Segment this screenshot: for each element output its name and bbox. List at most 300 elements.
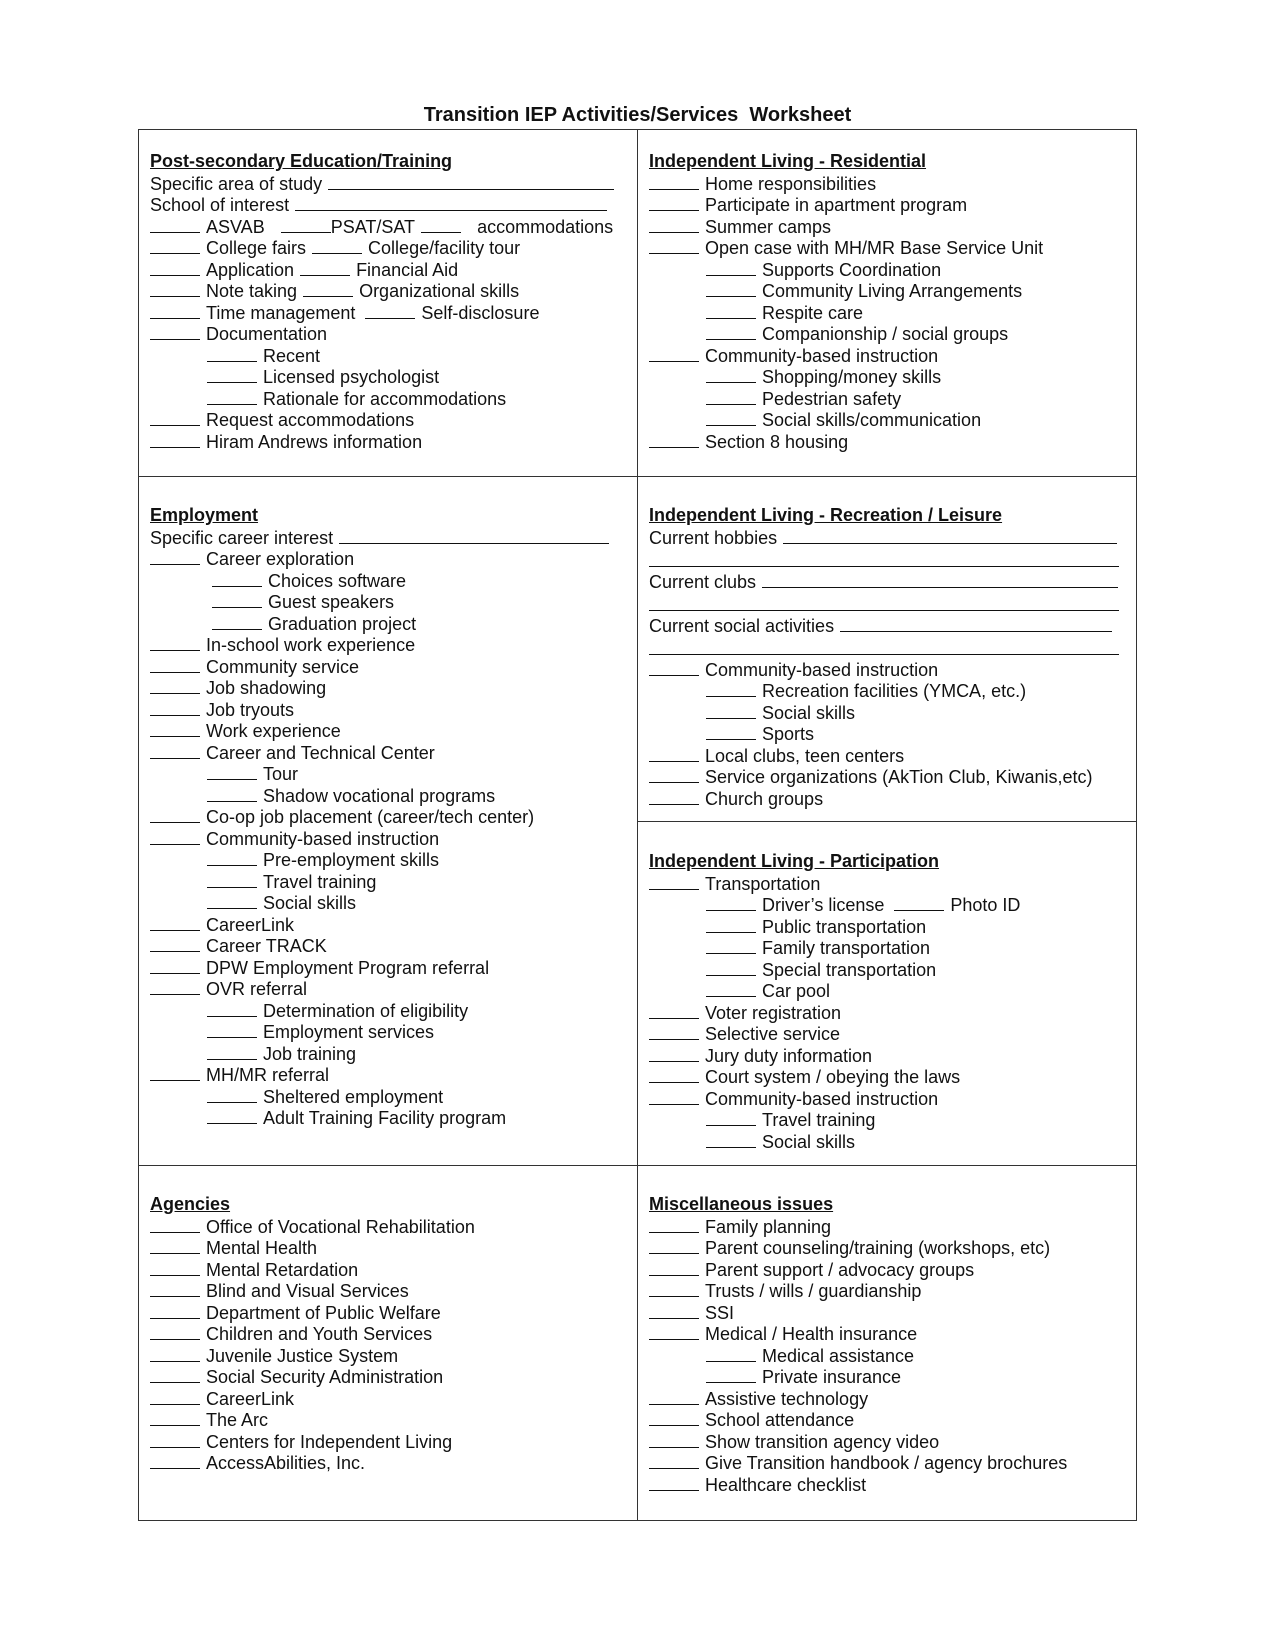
check-blank[interactable] xyxy=(649,431,699,448)
item-label: Medical assistance xyxy=(762,1345,915,1366)
item-label: Work experience xyxy=(206,721,341,741)
item-label: Show transition agency video xyxy=(705,1431,940,1452)
check-blank[interactable] xyxy=(649,1323,699,1340)
check-blank[interactable] xyxy=(649,237,699,254)
item-label: MH/MR referral xyxy=(206,1065,330,1085)
check-blank[interactable] xyxy=(207,1107,257,1124)
check-blank[interactable] xyxy=(649,1088,699,1105)
check-blank[interactable] xyxy=(212,570,262,587)
check-blank[interactable] xyxy=(649,1002,699,1019)
item-label: School attendance xyxy=(705,1410,855,1430)
check-blank[interactable] xyxy=(706,959,756,976)
row-divider-right xyxy=(637,821,1137,822)
item-label: Healthcare checklist xyxy=(705,1474,867,1495)
checklist-subitem xyxy=(649,259,1127,281)
row-divider-2 xyxy=(138,1165,1137,1166)
item-label: Shopping/money skills xyxy=(762,367,942,387)
item-label: CareerLink xyxy=(206,1388,295,1409)
school-interest-field[interactable]: School of interest xyxy=(150,194,628,216)
check-blank[interactable] xyxy=(207,871,257,888)
checklist-subitem xyxy=(649,366,1127,388)
check-blank[interactable] xyxy=(365,302,415,319)
item-label: Social skills/communication xyxy=(762,410,982,430)
check-blank[interactable] xyxy=(421,216,461,233)
check-blank[interactable] xyxy=(150,1345,200,1362)
checklist-item xyxy=(649,1088,1127,1110)
item-label: Guest speakers xyxy=(268,592,395,612)
check-blank[interactable] xyxy=(150,216,200,233)
section-employment xyxy=(150,505,628,1129)
check-blank[interactable] xyxy=(300,259,350,276)
item-label: Section 8 housing xyxy=(705,431,849,452)
checklist-item xyxy=(150,935,628,957)
hobbies-field[interactable]: Current hobbies xyxy=(649,527,1127,549)
item-label: Employment services xyxy=(263,1022,435,1042)
check-blank[interactable] xyxy=(207,785,257,802)
section-heading: Agencies xyxy=(150,1194,231,1214)
item-label: Voter registration xyxy=(705,1002,842,1023)
checklist-item xyxy=(150,699,628,721)
check-blank[interactable] xyxy=(212,613,262,630)
checklist-item xyxy=(649,1302,1127,1324)
checklist-item: Hiram Andrews information xyxy=(150,431,628,453)
check-blank[interactable] xyxy=(207,345,257,362)
checklist-subitem xyxy=(150,1021,628,1043)
check-blank[interactable] xyxy=(150,677,200,694)
check-blank[interactable] xyxy=(150,1431,200,1448)
item-label: Family planning xyxy=(705,1216,832,1237)
item-label: Job tryouts xyxy=(206,699,295,720)
checklist-subitem xyxy=(649,937,1127,959)
checklist-item xyxy=(150,1237,628,1259)
checklist-item xyxy=(649,659,1127,681)
check-blank[interactable] xyxy=(150,978,200,995)
check-blank[interactable] xyxy=(150,1388,200,1405)
section-heading: Miscellaneous issues xyxy=(649,1194,834,1214)
item-label: Church groups xyxy=(705,788,824,809)
item-label: Social Security Administration xyxy=(206,1367,444,1387)
checklist-item xyxy=(649,345,1127,367)
check-blank[interactable] xyxy=(706,259,756,276)
item-label: Participate in apartment program xyxy=(705,195,968,215)
item-label: Community-based instruction xyxy=(705,345,939,366)
checklist-item xyxy=(150,742,628,764)
checklist-subitem xyxy=(150,849,628,871)
check-blank[interactable] xyxy=(150,280,200,297)
checklist-item xyxy=(150,1302,628,1324)
item-label: Community-based instruction xyxy=(206,828,440,849)
item-label: Medical / Health insurance xyxy=(705,1324,918,1344)
checklist-item: College fairs College/facility tour xyxy=(150,237,628,259)
clubs-field[interactable]: Current clubs xyxy=(649,571,1127,593)
check-blank[interactable] xyxy=(649,766,699,783)
checklist-item xyxy=(150,1452,628,1474)
item-label: Car pool xyxy=(762,981,831,1001)
checklist-subitem xyxy=(150,1086,628,1108)
fill-line[interactable] xyxy=(339,527,609,544)
item-label: Shadow vocational programs xyxy=(263,785,496,806)
checklist xyxy=(649,1216,1127,1496)
check-blank[interactable] xyxy=(649,873,699,890)
check-blank[interactable] xyxy=(649,1237,699,1254)
check-blank[interactable] xyxy=(150,914,200,931)
item-label: Trusts / wills / guardianship xyxy=(705,1281,922,1301)
checklist-item xyxy=(649,1323,1127,1345)
checklist-item: Request accommodations xyxy=(150,409,628,431)
checklist-subitem xyxy=(649,916,1127,938)
check-blank[interactable] xyxy=(649,1474,699,1491)
section-residential xyxy=(649,151,1127,452)
check-blank[interactable] xyxy=(150,1323,200,1340)
check-blank[interactable] xyxy=(150,259,200,276)
checklist-subitem xyxy=(649,702,1127,724)
item-label: Supports Coordination xyxy=(762,259,942,280)
checklist-subitem xyxy=(150,892,628,914)
section-participation xyxy=(649,851,1127,1152)
check-blank[interactable] xyxy=(649,1066,699,1083)
checklist-item: ASVAB PSAT/SAT accommodations xyxy=(150,216,628,238)
check-blank[interactable] xyxy=(649,745,699,762)
check-blank[interactable] xyxy=(706,1109,756,1126)
checklist-item: Transportation xyxy=(649,873,1127,895)
item-label: Tour xyxy=(263,764,299,784)
checklist-subitem xyxy=(150,1000,628,1022)
check-blank[interactable] xyxy=(706,702,756,719)
checklist-item xyxy=(649,194,1127,216)
check-blank[interactable] xyxy=(150,742,200,759)
section-postsecondary xyxy=(150,151,628,452)
checklist-subitem xyxy=(649,1109,1127,1131)
checklist-item xyxy=(150,806,628,828)
checklist-subitem: Licensed psychologist xyxy=(150,366,628,388)
checklist-item xyxy=(150,1280,628,1302)
check-blank[interactable] xyxy=(649,1045,699,1062)
check-blank[interactable] xyxy=(150,1409,200,1426)
checklist-subitem xyxy=(649,388,1127,410)
checklist-subitem xyxy=(649,280,1127,302)
check-blank[interactable] xyxy=(706,1131,756,1148)
checklist-subitem xyxy=(649,980,1127,1002)
checklist-item xyxy=(649,1388,1127,1410)
section-heading: Independent Living - Recreation / Leisure xyxy=(649,505,1003,525)
item-label: Recreation facilities (YMCA, etc.) xyxy=(762,681,1027,701)
item-label: Give Transition handbook / agency brochures xyxy=(705,1453,1068,1473)
checklist xyxy=(150,1216,628,1474)
section-recreation xyxy=(649,505,1127,809)
checklist-item xyxy=(649,1474,1127,1496)
check-blank[interactable] xyxy=(150,431,200,448)
item-label: Social skills xyxy=(762,1131,856,1152)
check-blank[interactable] xyxy=(207,1000,257,1017)
section-agencies xyxy=(150,1194,628,1474)
item-label: Travel training xyxy=(263,871,377,892)
check-blank[interactable] xyxy=(150,1452,200,1469)
specific-area-field[interactable]: Specific area of study xyxy=(150,173,628,195)
check-blank[interactable] xyxy=(150,409,200,426)
check-blank[interactable] xyxy=(706,280,756,297)
item-label: Mental Health xyxy=(206,1238,318,1258)
checklist-item xyxy=(649,745,1127,767)
check-blank[interactable] xyxy=(207,1043,257,1060)
item-label: Assistive technology xyxy=(705,1388,869,1409)
item-label: Pedestrian safety xyxy=(762,388,902,409)
checklist-item xyxy=(150,1431,628,1453)
check-blank[interactable] xyxy=(150,323,200,340)
checklist-item xyxy=(150,677,628,699)
check-blank[interactable] xyxy=(207,763,257,780)
check-blank[interactable] xyxy=(706,1345,756,1362)
fill-line[interactable] xyxy=(328,173,614,190)
section-heading: Independent Living - Participation xyxy=(649,851,940,871)
fill-line[interactable] xyxy=(649,592,1119,611)
item-label: DPW Employment Program referral xyxy=(206,957,490,978)
checklist-subitem: Driver’s license Photo ID xyxy=(649,894,1127,916)
checklist-item xyxy=(150,957,628,979)
checklist-item xyxy=(150,828,628,850)
checklist-item xyxy=(649,1452,1127,1474)
fill-line[interactable] xyxy=(840,615,1112,632)
item-label: Co-op job placement (career/tech center) xyxy=(206,807,535,827)
item-label: Public transportation xyxy=(762,916,927,937)
checklist-subitem xyxy=(649,302,1127,324)
checklist-item xyxy=(150,1345,628,1367)
checklist-item xyxy=(649,216,1127,238)
check-blank[interactable] xyxy=(150,1259,200,1276)
item-label: Children and Youth Services xyxy=(206,1324,433,1344)
item-label: Career exploration xyxy=(206,549,355,569)
checklist-item xyxy=(150,914,628,936)
check-blank[interactable] xyxy=(207,388,257,405)
checklist-item xyxy=(649,1045,1127,1067)
check-blank[interactable] xyxy=(150,1302,200,1319)
check-blank[interactable] xyxy=(212,591,262,608)
checklist-item xyxy=(150,1216,628,1238)
checklist-item xyxy=(150,978,628,1000)
check-blank[interactable] xyxy=(207,892,257,909)
item-label: Community service xyxy=(206,656,360,677)
checklist-item xyxy=(150,548,628,570)
item-label: Career and Technical Center xyxy=(206,742,435,763)
checklist-subitem xyxy=(649,1366,1127,1388)
check-blank[interactable] xyxy=(706,723,756,740)
check-blank[interactable] xyxy=(150,237,200,254)
fill-line[interactable] xyxy=(649,636,1119,655)
checklist-subitem xyxy=(150,570,628,592)
item-label: Social skills xyxy=(263,893,357,913)
checklist-item xyxy=(649,237,1127,259)
check-blank[interactable] xyxy=(150,720,200,737)
check-blank[interactable] xyxy=(706,388,756,405)
item-label: Respite care xyxy=(762,302,864,323)
item-label: AccessAbilities, Inc. xyxy=(206,1453,366,1473)
item-label: Graduation project xyxy=(268,613,417,634)
item-label: Family transportation xyxy=(762,938,931,958)
checklist-item xyxy=(150,1388,628,1410)
check-blank[interactable] xyxy=(649,1409,699,1426)
checklist-subitem xyxy=(649,1131,1127,1153)
checklist xyxy=(150,548,628,1129)
check-blank[interactable] xyxy=(150,699,200,716)
item-label: Sports xyxy=(762,724,815,744)
item-label: Adult Training Facility program xyxy=(263,1108,507,1128)
checklist-item xyxy=(150,656,628,678)
item-label: Parent counseling/training (workshops, etc) xyxy=(705,1238,1051,1258)
check-blank[interactable] xyxy=(303,280,353,297)
checklist-item xyxy=(150,1409,628,1431)
checklist-item: Note taking Organizational skills xyxy=(150,280,628,302)
checklist-item xyxy=(649,173,1127,195)
item-label: Determination of eligibility xyxy=(263,1000,469,1021)
checklist-subitem xyxy=(150,871,628,893)
check-blank[interactable] xyxy=(649,1388,699,1405)
checklist-item xyxy=(150,1064,628,1086)
row-divider-1 xyxy=(138,476,1137,477)
item-label: Local clubs, teen centers xyxy=(705,745,905,766)
checklist-item xyxy=(150,720,628,742)
check-blank[interactable] xyxy=(649,788,699,805)
checklist-subitem xyxy=(649,959,1127,981)
checklist-subitem xyxy=(649,323,1127,345)
checklist xyxy=(649,659,1127,810)
checklist-item xyxy=(649,1431,1127,1453)
page-title: Transition IEP Activities/Services Worksheet xyxy=(423,104,852,126)
check-blank[interactable] xyxy=(150,1237,200,1254)
checklist-subitem xyxy=(649,1345,1127,1367)
checklist-item: Documentation xyxy=(150,323,628,345)
check-blank[interactable] xyxy=(649,173,699,190)
fill-line[interactable] xyxy=(649,548,1119,567)
fill-line[interactable] xyxy=(762,571,1118,588)
check-blank[interactable] xyxy=(150,828,200,845)
item-label: CareerLink xyxy=(206,914,295,935)
item-label: Choices software xyxy=(268,570,407,591)
checklist-item xyxy=(649,1409,1127,1431)
checklist-subitem: Recent xyxy=(150,345,628,367)
check-blank[interactable] xyxy=(649,1280,699,1297)
item-label: Home responsibilities xyxy=(705,173,877,194)
check-blank[interactable] xyxy=(649,1216,699,1233)
checklist-subitem xyxy=(150,785,628,807)
check-blank[interactable] xyxy=(150,935,200,952)
check-blank[interactable] xyxy=(649,345,699,362)
checklist xyxy=(649,173,1127,453)
item-label: Blind and Visual Services xyxy=(206,1281,409,1301)
check-blank[interactable] xyxy=(649,1023,699,1040)
check-blank[interactable] xyxy=(150,1216,200,1233)
item-label: The Arc xyxy=(206,1410,269,1430)
check-blank[interactable] xyxy=(706,937,756,954)
section-heading: Post-secondary Education/Training xyxy=(150,151,453,171)
item-label: OVR referral xyxy=(206,979,308,999)
check-blank[interactable] xyxy=(706,916,756,933)
check-blank[interactable] xyxy=(706,409,756,426)
item-label: Community-based instruction xyxy=(705,1088,939,1109)
check-blank[interactable] xyxy=(150,1366,200,1383)
item-label: Social skills xyxy=(762,702,856,723)
checklist-item xyxy=(649,766,1127,788)
check-blank[interactable] xyxy=(312,237,362,254)
item-label: Sheltered employment xyxy=(263,1086,444,1107)
item-label: Private insurance xyxy=(762,1367,902,1387)
check-blank[interactable] xyxy=(207,849,257,866)
check-blank[interactable] xyxy=(649,194,699,211)
checklist-item xyxy=(649,1002,1127,1024)
item-label: Community-based instruction xyxy=(705,659,939,680)
item-label: Community Living Arrangements xyxy=(762,281,1023,301)
check-blank[interactable] xyxy=(150,302,200,319)
item-label: Companionship / social groups xyxy=(762,324,1009,344)
item-label: Office of Vocational Rehabilitation xyxy=(206,1216,475,1237)
item-label: SSI xyxy=(705,1302,735,1323)
checklist-subitem xyxy=(150,1043,628,1065)
checklist-item xyxy=(649,788,1127,810)
check-blank[interactable] xyxy=(150,957,200,974)
check-blank[interactable] xyxy=(150,656,200,673)
checklist-item xyxy=(649,1066,1127,1088)
check-blank[interactable] xyxy=(706,1366,756,1383)
checklist-subitem xyxy=(150,1107,628,1129)
section-heading: Independent Living - Residential xyxy=(649,151,927,171)
check-blank[interactable] xyxy=(150,1280,200,1297)
item-label: Court system / obeying the laws xyxy=(705,1067,961,1087)
checklist-subitem xyxy=(150,591,628,613)
check-blank[interactable] xyxy=(207,1086,257,1103)
fill-line[interactable] xyxy=(295,194,607,211)
item-label: Parent support / advocacy groups xyxy=(705,1259,975,1280)
check-blank[interactable] xyxy=(649,1431,699,1448)
check-blank[interactable] xyxy=(150,1064,200,1081)
item-label: Department of Public Welfare xyxy=(206,1302,441,1323)
check-blank[interactable] xyxy=(894,894,944,911)
social-activities-field[interactable]: Current social activities xyxy=(649,615,1127,637)
item-label: Pre-employment skills xyxy=(263,850,440,870)
check-blank[interactable] xyxy=(649,659,699,676)
item-label: Centers for Independent Living xyxy=(206,1431,453,1452)
checklist-item: Application Financial Aid xyxy=(150,259,628,281)
check-blank[interactable] xyxy=(207,366,257,383)
career-interest-field[interactable]: Specific career interest xyxy=(150,527,628,549)
column-divider xyxy=(637,129,638,1521)
checklist-item xyxy=(649,1280,1127,1302)
item-label: Selective service xyxy=(705,1024,841,1044)
check-blank[interactable] xyxy=(706,302,756,319)
item-label: In-school work experience xyxy=(206,635,416,655)
check-blank[interactable] xyxy=(207,1021,257,1038)
checklist-item xyxy=(150,1259,628,1281)
check-blank[interactable] xyxy=(649,1302,699,1319)
check-blank[interactable] xyxy=(649,1452,699,1469)
checklist-item xyxy=(150,1323,628,1345)
check-blank[interactable] xyxy=(150,806,200,823)
check-blank[interactable] xyxy=(706,366,756,383)
check-blank[interactable] xyxy=(706,980,756,997)
item-label: Open case with MH/MR Base Service Unit xyxy=(705,238,1044,258)
checklist-subitem xyxy=(649,409,1127,431)
checklist-item xyxy=(150,634,628,656)
fill-line[interactable] xyxy=(783,527,1117,544)
check-blank[interactable] xyxy=(706,323,756,340)
checklist-subitem xyxy=(649,680,1127,702)
check-blank[interactable] xyxy=(706,680,756,697)
checklist-item xyxy=(649,431,1127,453)
item-label: Service organizations (AkTion Club, Kiwanis,etc) xyxy=(705,767,1093,787)
check-blank[interactable] xyxy=(150,548,200,565)
check-blank[interactable] xyxy=(649,216,699,233)
check-blank[interactable] xyxy=(649,1259,699,1276)
check-blank[interactable] xyxy=(281,216,331,233)
check-blank[interactable] xyxy=(706,894,756,911)
check-blank[interactable] xyxy=(150,634,200,651)
